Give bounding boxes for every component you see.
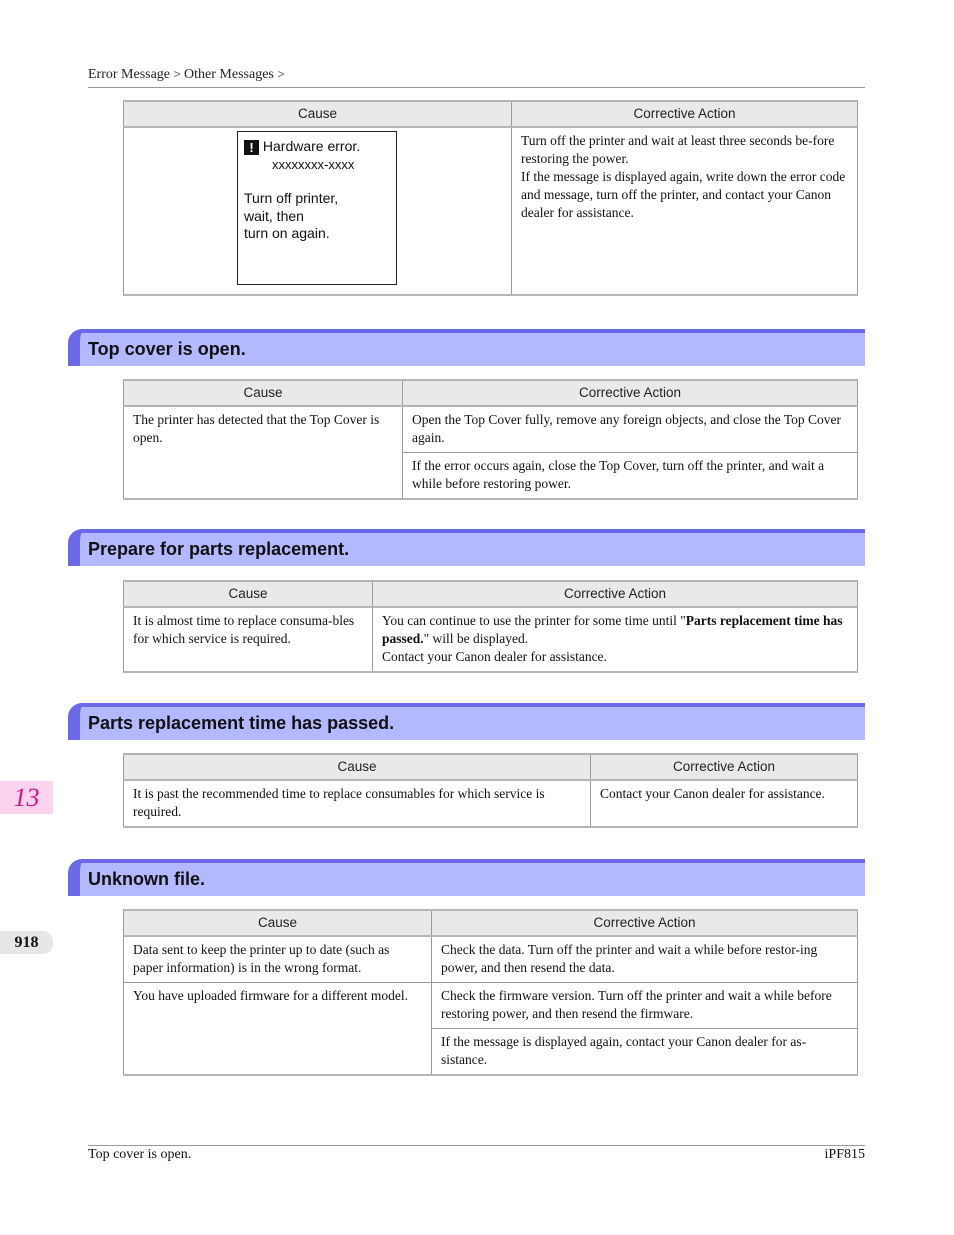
- lcd-code: xxxxxxxx-xxxx: [272, 156, 355, 172]
- page-number-tab: 918: [0, 931, 53, 954]
- footer-model-name: iPF815: [824, 1147, 865, 1162]
- section-title: Prepare for parts replacement.: [88, 539, 350, 559]
- unknown-file-table: [123, 909, 858, 1076]
- breadcrumb-separator: >: [173, 67, 181, 81]
- cause-cell: It is almost time to replace consuma-bles for which service is required.: [124, 607, 373, 672]
- cause-header: Cause: [124, 380, 403, 406]
- cause-header: Cause: [124, 754, 591, 780]
- section-title: Parts replacement time has passed.: [88, 713, 395, 733]
- action-text-part: You can continue to use the printer for some time until ": [382, 613, 686, 628]
- action-cell: If the message is displayed again, contact your Canon dealer for as-sistance.: [432, 1029, 858, 1076]
- footer-rule: [88, 1145, 865, 1146]
- action-header: Corrective Action: [403, 380, 858, 406]
- action-text: [382, 612, 848, 648]
- action-text: If the message is displayed again, write down the error code and message, turn off the printer, and contact your Canon dealer for assistance.: [521, 169, 846, 220]
- action-cell: Check the firmware version. Turn off the printer and wait a while before restoring power, and then resend the firmware.: [432, 983, 858, 1029]
- action-bold-message: Parts replacement time has passed.: [382, 613, 843, 646]
- parts-passed-table: [123, 753, 858, 828]
- action-header: Corrective Action: [432, 910, 858, 936]
- action-header: Corrective Action: [591, 754, 858, 780]
- cause-header: Cause: [124, 910, 432, 936]
- action-cell: [373, 607, 858, 672]
- breadcrumb-item-error-message[interactable]: Error Message: [88, 67, 171, 82]
- section-header-parts-passed: [68, 703, 865, 740]
- lcd-line: Turn off printer,: [244, 190, 339, 206]
- lcd-title: Hardware error.: [262, 138, 361, 154]
- header-rule: [88, 87, 865, 88]
- top-cover-table: [123, 379, 858, 500]
- action-text-part: " will be displayed.: [423, 631, 529, 646]
- action-cell: Check the data. Turn off the printer and wait a while before restor-ing power, and then resend the data.: [432, 936, 858, 983]
- lcd-display: [237, 131, 397, 285]
- action-cell: Open the Top Cover fully, remove any foreign objects, and close the Top Cover again.: [403, 406, 858, 453]
- cause-cell: The printer has detected that the Top Cover is open.: [124, 406, 403, 499]
- section-title: Top cover is open.: [88, 339, 246, 359]
- lcd-line: wait, then: [244, 207, 304, 224]
- breadcrumb: [88, 67, 284, 83]
- section-header-top-cover: [68, 329, 865, 366]
- footer-section-title: Top cover is open.: [88, 1147, 192, 1162]
- cause-cell: [124, 127, 512, 295]
- prepare-parts-table: [123, 580, 858, 673]
- section-header-prepare-parts: [68, 529, 865, 566]
- action-cell: Contact your Canon dealer for assistance.: [591, 780, 858, 827]
- cause-header: Cause: [124, 101, 512, 127]
- cause-header: Cause: [124, 581, 373, 607]
- lcd-line: turn on again.: [244, 225, 330, 241]
- action-header: Corrective Action: [373, 581, 858, 607]
- breadcrumb-item-other-messages[interactable]: Other Messages: [184, 67, 274, 82]
- section-title: Unknown file.: [88, 869, 205, 889]
- cause-cell: You have uploaded firmware for a different model.: [124, 983, 432, 1076]
- action-text: Turn off the printer and wait at least three seconds be-fore restoring the power.: [521, 133, 835, 166]
- exclamation-icon: !: [244, 140, 259, 155]
- section-header-unknown-file: [68, 859, 865, 896]
- cause-cell: It is past the recommended time to replace consumables for which service is required.: [124, 780, 591, 827]
- cause-cell: Data sent to keep the printer up to date (such as paper information) is in the wrong format.: [124, 936, 432, 983]
- chapter-tab[interactable]: 13: [0, 781, 53, 814]
- hardware-error-table: [123, 100, 858, 296]
- action-cell: If the error occurs again, close the Top Cover, turn off the printer, and wait a while before restoring power.: [403, 453, 858, 500]
- breadcrumb-separator: >: [277, 67, 285, 81]
- action-header: Corrective Action: [512, 101, 858, 127]
- action-text: Contact your Canon dealer for assistance.: [382, 649, 607, 664]
- action-cell: [512, 127, 858, 295]
